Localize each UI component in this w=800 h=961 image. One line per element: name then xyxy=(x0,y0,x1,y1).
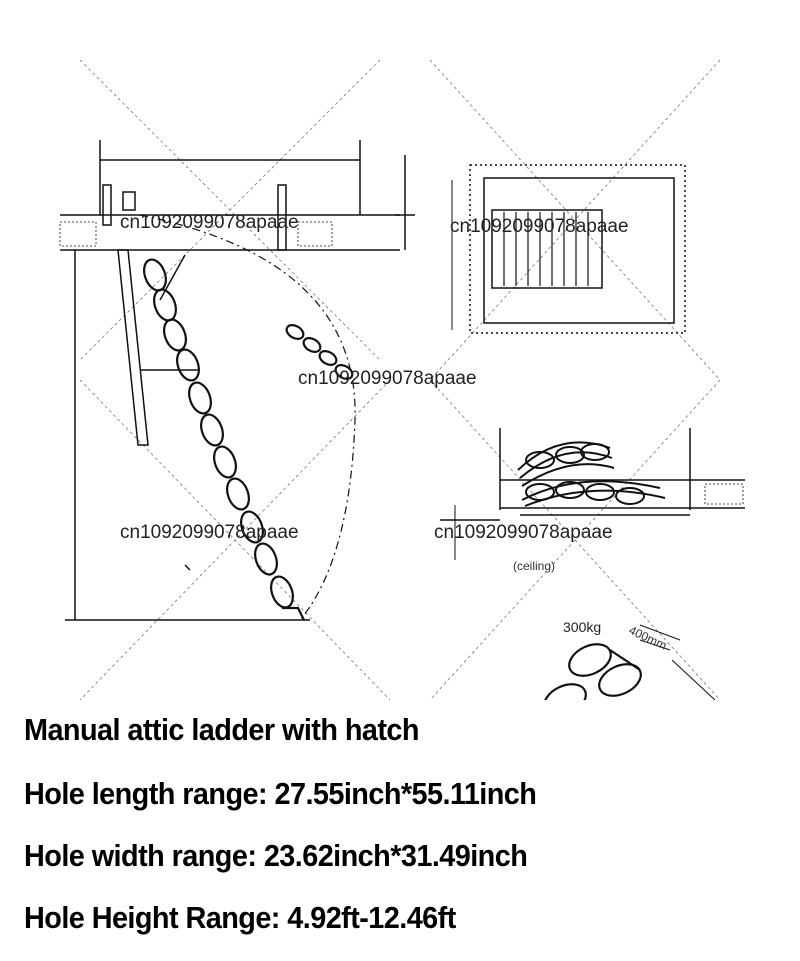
spec-title: Manual attic ladder with hatch xyxy=(24,712,419,747)
spec-hole-width: Hole width range: 23.62inch*31.49inch xyxy=(24,838,528,873)
watermark-text: cn1092099078apaae xyxy=(434,522,613,543)
spec-hole-length: Hole length range: 27.55inch*55.11inch xyxy=(24,776,537,811)
watermark-text: cn1092099078apaae xyxy=(450,216,629,237)
watermark-text: cn1092099078apaae xyxy=(120,212,299,233)
plan-view-drawing xyxy=(452,165,685,333)
step-width-label: 400mm xyxy=(626,623,669,653)
spec-hole-height: Hole Height Range: 4.92ft-12.46ft xyxy=(24,900,456,935)
load-label: 300kg xyxy=(563,619,602,635)
ceiling-label: (ceiling) xyxy=(513,559,556,573)
watermark-text: cn1092099078apaae xyxy=(298,368,477,389)
step-detail-drawing xyxy=(539,625,715,700)
watermark-text: cn1092099078apaae xyxy=(120,522,299,543)
